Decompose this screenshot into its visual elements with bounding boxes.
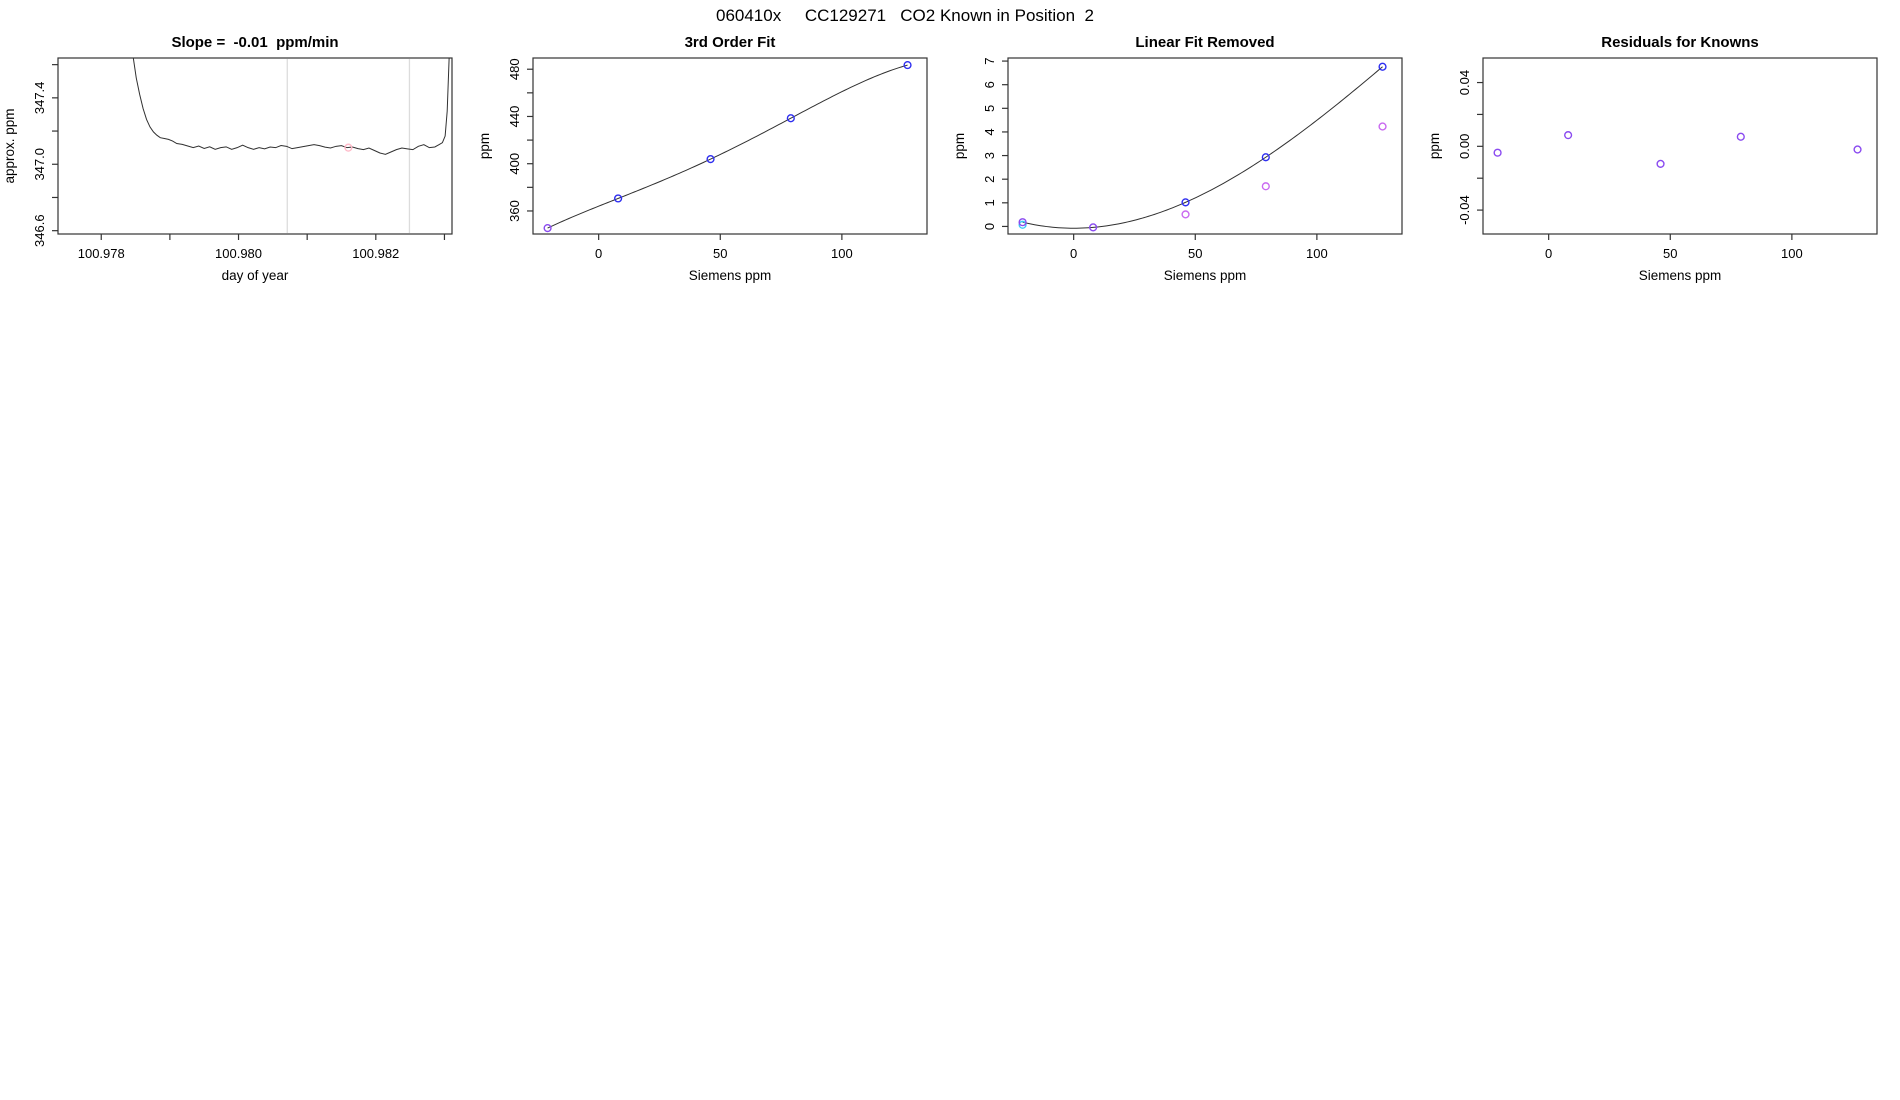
fit-blue xyxy=(1379,63,1386,70)
x-tick-label: 100 xyxy=(831,246,853,261)
x-axis-label: Siemens ppm xyxy=(1163,268,1247,283)
y-tick-label: 6 xyxy=(982,81,997,89)
panel-slope-trace xyxy=(0,28,475,328)
page-title: 060410x CC129271 CO2 Known in Position 2 xyxy=(715,6,1094,25)
panel-residuals xyxy=(1425,28,1900,328)
x-axis-label: Siemens ppm xyxy=(1638,268,1722,283)
x-tick-label: 50 xyxy=(713,246,728,261)
panel-title-residuals: Residuals for Knowns xyxy=(1601,34,1759,51)
y-tick-label: 347.4 xyxy=(32,81,47,115)
y-tick-label: 480 xyxy=(507,58,522,81)
residuals-chart xyxy=(1425,28,1900,328)
plot-box xyxy=(533,58,927,234)
residual-points xyxy=(1494,149,1501,156)
measured-magenta xyxy=(1182,211,1189,218)
y-axis-label: ppm xyxy=(477,132,492,160)
y-tick-label: 0.00 xyxy=(1457,133,1472,159)
y-axis-label: ppm xyxy=(1427,132,1442,160)
x-tick-label: 100.978 xyxy=(77,246,125,261)
y-tick-label: 440 xyxy=(507,105,522,128)
linear-fit-removed-chart xyxy=(950,28,1425,328)
panel-linear-fit-removed xyxy=(950,28,1425,328)
residual-points xyxy=(1565,132,1572,139)
y-axis-label: ppm xyxy=(952,132,967,160)
fit-line xyxy=(548,65,908,228)
y-tick-label: 360 xyxy=(507,200,522,222)
y-tick-label: 3 xyxy=(982,151,997,160)
x-tick-label: 100.982 xyxy=(352,246,400,261)
x-tick-label: 100 xyxy=(1781,246,1803,261)
y-axis-label: approx. ppm xyxy=(2,108,17,184)
x-tick-label: 100.980 xyxy=(215,246,263,261)
x-tick-label: 100 xyxy=(1306,246,1328,261)
residual-points xyxy=(1737,133,1744,140)
y-tick-label: 1 xyxy=(982,199,997,207)
panel-title-third-order-fit: 3rd Order Fit xyxy=(684,34,776,51)
plot-box xyxy=(1008,58,1402,234)
co2-trace xyxy=(133,55,449,155)
y-tick-label: 0.04 xyxy=(1457,69,1472,96)
measured-magenta xyxy=(1262,183,1269,190)
panel-title-linear-fit-removed: Linear Fit Removed xyxy=(1135,34,1275,51)
y-tick-label: 2 xyxy=(982,175,997,183)
plot-box xyxy=(1483,58,1877,234)
third-order-fit-chart xyxy=(475,28,950,328)
x-tick-label: 0 xyxy=(1545,246,1553,261)
residual-points xyxy=(1854,146,1861,153)
plot-box xyxy=(58,58,452,234)
y-tick-label: 7 xyxy=(982,57,997,65)
residual-points xyxy=(1657,160,1664,167)
measured-magenta xyxy=(1379,123,1386,130)
x-tick-label: 0 xyxy=(1070,246,1078,261)
x-tick-label: 50 xyxy=(1663,246,1678,261)
cubic-curve xyxy=(1023,67,1383,228)
x-axis-label: day of year xyxy=(221,268,289,283)
panel-row xyxy=(0,28,1900,328)
slope-trace-chart xyxy=(0,28,475,328)
panel-third-order-fit xyxy=(475,28,950,328)
y-tick-label: 5 xyxy=(982,104,997,112)
y-tick-label: 346.6 xyxy=(32,214,47,247)
y-tick-label: 4 xyxy=(982,128,997,136)
y-tick-label: 400 xyxy=(507,152,522,175)
x-tick-label: 50 xyxy=(1188,246,1203,261)
y-tick-label: -0.04 xyxy=(1457,195,1472,225)
y-tick-label: 347.0 xyxy=(32,147,47,181)
x-tick-label: 0 xyxy=(595,246,603,261)
panel-title-slope: Slope = -0.01 ppm/min xyxy=(171,34,339,51)
x-axis-label: Siemens ppm xyxy=(688,268,772,283)
y-tick-label: 0 xyxy=(982,222,997,231)
